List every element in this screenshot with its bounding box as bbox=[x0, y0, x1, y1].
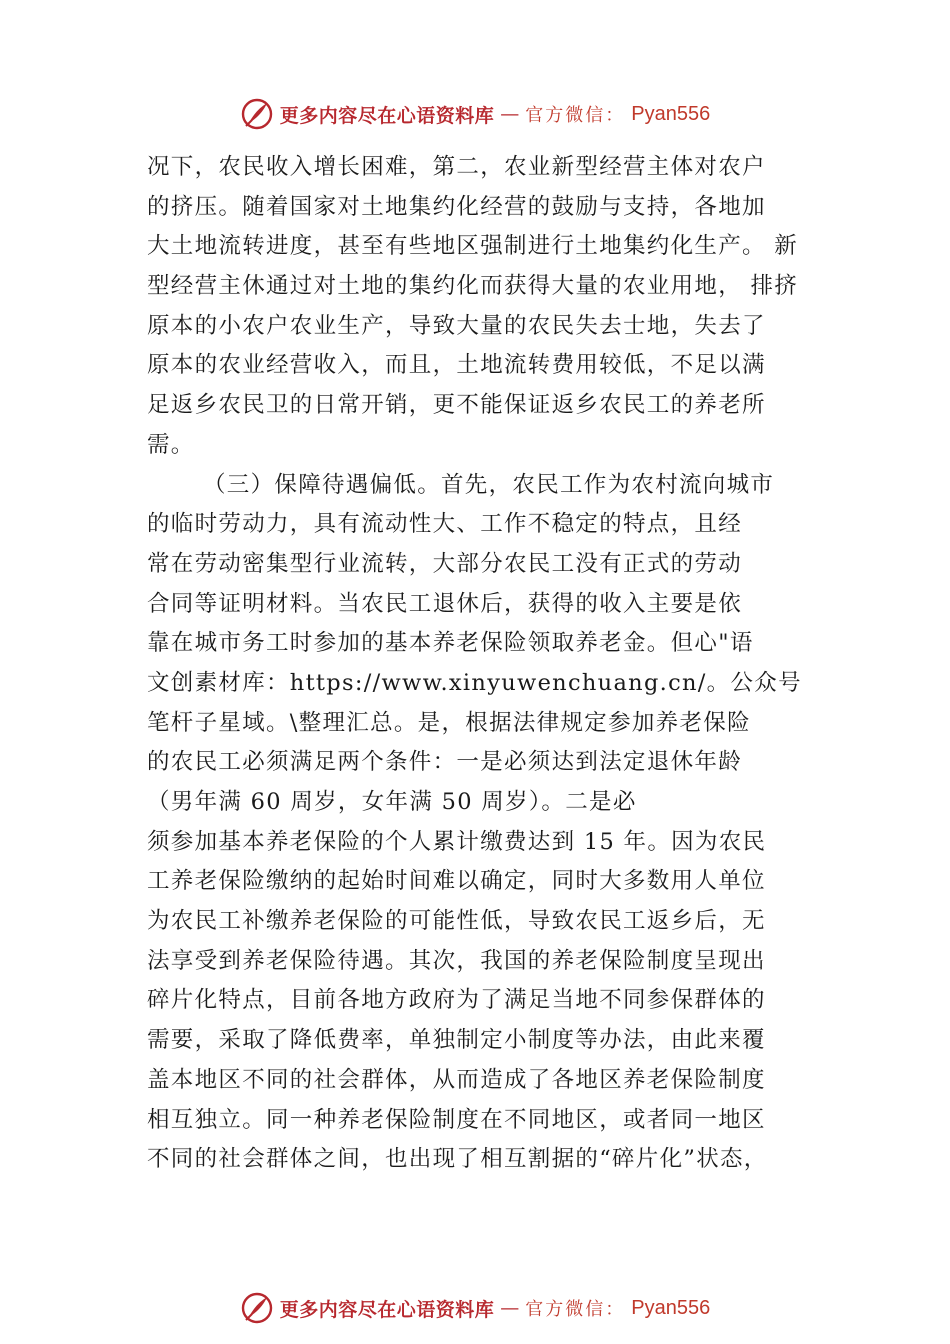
banner-separator: — bbox=[500, 103, 520, 125]
banner-subtitle: 官方微信： bbox=[525, 1299, 626, 1320]
text-line: 需要，采取了降低费率，单独制定小制度等办法，由此来覆 bbox=[147, 1027, 766, 1054]
text-line: 的农民工必须满足两个条件：一是必须达到法定退休年龄 bbox=[147, 749, 743, 776]
document-body bbox=[147, 148, 815, 1180]
text-line: 靠在城市务工时参加的基本养老保险领取养老金。但心"语 bbox=[147, 630, 754, 657]
text-line: 为农民工补缴养老保险的可能性低，导致农民工返乡后，无 bbox=[147, 908, 766, 935]
text-line: 原本的农业经营收入，而且，土地流转费用较低，不足以满 bbox=[147, 352, 766, 379]
text-line: 足返乡农民卫的日常开销，更不能保证返乡农民工的养老所 bbox=[147, 392, 766, 419]
banner-separator: — bbox=[500, 1297, 520, 1319]
footer-banner bbox=[0, 1288, 950, 1328]
text-line: 文创素材库：https://www.xinyuwenchuang.cn/。公众号 bbox=[147, 669, 802, 696]
text-line: 笔杆子星域。\整理汇总。是，根据法律规定参加养老保险 bbox=[147, 709, 751, 736]
banner-title: 更多内容尽在心语资料库 bbox=[279, 104, 495, 127]
section-heading-line: （三）保障待遇偏低。首先，农民工作为农村流向城市 bbox=[203, 471, 775, 498]
text-line: 工养老保险缴纳的起始时间难以确定，同时大多数用人单位 bbox=[147, 868, 766, 895]
text-line: 盖本地区不同的社会群体，从而造成了各地区养老保险制度 bbox=[147, 1066, 766, 1093]
text-line: 型经营主休通过对土地的集约化而获得大量的农业用地， 排挤 bbox=[147, 273, 799, 300]
text-line: 况下，农民收入增长困难，第二，农业新型经营主体对农户 bbox=[147, 154, 766, 180]
text-line: 相互独立。同一种养老保险制度在不同地区，或者同一地区 bbox=[147, 1106, 766, 1133]
quill-logo-icon bbox=[240, 1291, 274, 1325]
text-line: 的挤压。随着国家对土地集约化经营的鼓励与支持，各地加 bbox=[147, 193, 766, 220]
quill-logo-icon bbox=[240, 97, 274, 131]
text-line: 需。 bbox=[147, 431, 195, 458]
text-line: 不同的社会群体之间，也出现了相互割据的“碎片化”状态， bbox=[147, 1146, 768, 1173]
text-line: 常在劳动密集型行业流转，大部分农民工没有正式的劳动 bbox=[147, 550, 743, 577]
banner-subtitle: 官方微信： bbox=[525, 105, 626, 126]
text-line: 原本的小农户农业生产，导致大量的农民失去士地，失去了 bbox=[147, 312, 766, 339]
text-line: 碎片化特点，目前各地方政府为了满足当地不同参保群体的 bbox=[147, 987, 766, 1014]
text-line: 合同等证明材料。当农民工退休后，获得的收入主要是依 bbox=[147, 590, 743, 617]
banner-title: 更多内容尽在心语资料库 bbox=[279, 1298, 495, 1321]
text-line: 大土地流转进度，甚至有些地区强制进行土地集约化生产。 新 bbox=[147, 233, 799, 260]
header-banner bbox=[0, 94, 950, 134]
banner-wechat-id: Pyan556 bbox=[631, 102, 711, 125]
banner-wechat-id: Pyan556 bbox=[631, 1296, 711, 1319]
text-line: 的临时劳动力，具有流动性大、工作不稳定的特点，且经 bbox=[147, 511, 743, 538]
text-line: 法享受到养老保险待遇。其次，我国的养老保险制度呈现出 bbox=[147, 947, 766, 974]
text-line: （男年满 60 周岁，女年满 50 周岁）。二是必 bbox=[147, 789, 637, 815]
text-line: 须参加基本养老保险的个人累计缴费达到 15 年。因为农民 bbox=[147, 828, 767, 855]
